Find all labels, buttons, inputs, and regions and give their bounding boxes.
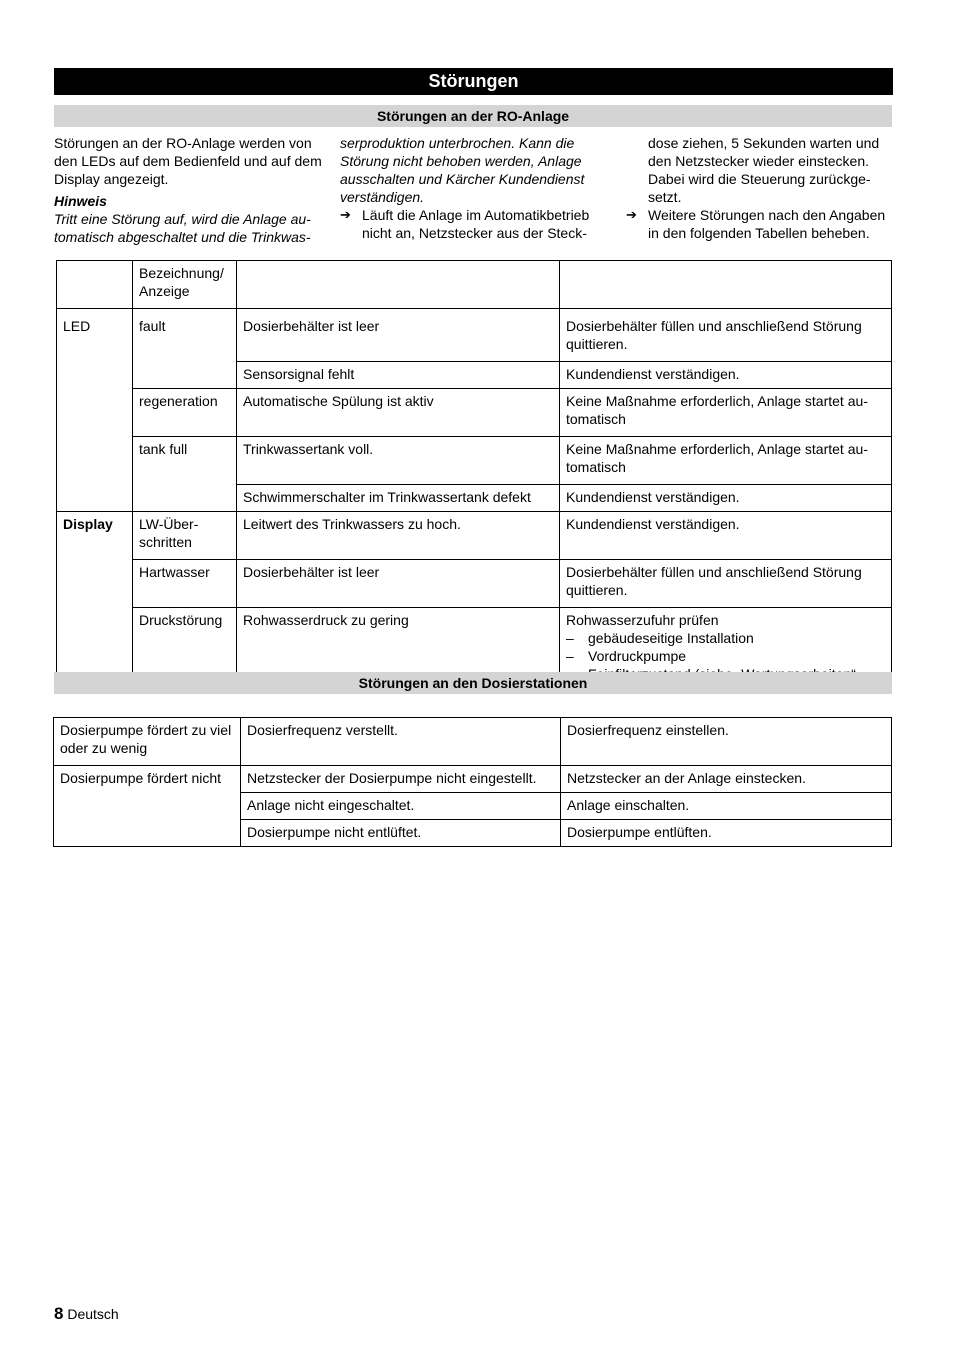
hinweis-text-part2: serproduktion unterbrochen. Kann die Störung nicht behoben werden, Anlage ausschalten und Kärcher Kundendienst verständigen. (340, 135, 585, 205)
remedy-cell: Dosierbehälter füllen und anschließend Störung quittieren. (560, 560, 892, 608)
table-header-row (57, 261, 892, 309)
language-label: Deutsch (67, 1306, 119, 1322)
list-item: – Vordruckpumpe (566, 647, 885, 665)
page-number: 8 (54, 1304, 64, 1323)
table-row (57, 389, 892, 437)
remedy-cell: Kundendienst verständigen. (560, 485, 892, 512)
instruction-bullet-1 (340, 206, 602, 242)
header-cell-remedy (560, 261, 892, 309)
hinweis-text-part1: Tritt eine Störung auf, wird die Anlage au- tomatisch abgeschaltet und die Trinkwas- (54, 211, 311, 245)
instruction-bullet-2 (626, 206, 892, 242)
header-cell-name: Bezeichnung/ Anzeige (133, 261, 237, 309)
table-row (54, 766, 892, 793)
intro-text: Störungen an der RO-Anlage werden von den LEDs auf dem Bedienfeld und auf dem Display angezeigt. (54, 135, 322, 187)
page-footer (54, 1305, 119, 1323)
cause-cell: Netzstecker der Dosierpumpe nicht eingestellt. (241, 766, 561, 793)
table-row (57, 309, 892, 362)
section-heading-ro-anlage: Störungen an der RO-Anlage (54, 105, 892, 127)
remedy-cell: Dosierbehälter füllen und anschließend Störung quittieren. (560, 309, 892, 362)
arrow-right-icon: ➔ (626, 207, 637, 222)
cause-cell: Dosierpumpe nicht entlüftet. (241, 820, 561, 847)
dosing-fault-table (53, 717, 892, 847)
intro-column-3 (626, 134, 892, 242)
cause-cell: Dosierbehälter ist leer (237, 560, 560, 608)
remedy-cell: Dosierpumpe entlüften. (561, 820, 892, 847)
cause-cell: Dosierfrequenz verstellt. (241, 718, 561, 766)
header-cell-group (57, 261, 133, 309)
group-cell-display: Display (57, 512, 133, 692)
remedy-cell: Keine Maßnahme erforderlich, Anlage startet au- tomatisch (560, 437, 892, 485)
arrow-right-icon: ➔ (340, 207, 351, 222)
table-row (57, 512, 892, 560)
table-row (57, 437, 892, 485)
page-title: Störungen (54, 68, 893, 95)
remedy-cell: Keine Maßnahme erforderlich, Anlage startet au- tomatisch (560, 389, 892, 437)
cause-cell: Rohwasserdruck zu gering (237, 608, 560, 692)
ro-fault-table (56, 260, 892, 692)
name-cell: LW-Über- schritten (133, 512, 237, 560)
cause-cell: Dosierbehälter ist leer (237, 309, 560, 362)
intro-column-2 (340, 134, 602, 242)
name-cell: Druckstörung (133, 608, 237, 692)
problem-cell: Dosierpumpe fördert nicht (54, 766, 241, 847)
name-cell: fault (133, 309, 237, 389)
group-cell-led: LED (57, 309, 133, 512)
table-row (57, 560, 892, 608)
instruction-bullet-1-continued: dose ziehen, 5 Sekunden warten und den Netzstecker wieder einstecken. Dabei wird die Steuerung zurückge- setzt. (648, 135, 880, 205)
cause-cell: Schwimmerschalter im Trinkwassertank defekt (237, 485, 560, 512)
instruction-bullet-1-text: Läuft die Anlage im Automatikbetrieb nicht an, Netzstecker aus der Steck- (362, 207, 590, 241)
header-cell-cause (237, 261, 560, 309)
name-cell: Hartwasser (133, 560, 237, 608)
section-heading-dosierstationen: Störungen an den Dosierstationen (54, 672, 892, 694)
name-cell: tank full (133, 437, 237, 512)
problem-cell: Dosierpumpe fördert zu viel oder zu wenig (54, 718, 241, 766)
remedy-text: Rohwasserzufuhr prüfen (566, 612, 719, 628)
remedy-cell: Netzstecker an der Anlage einstecken. (561, 766, 892, 793)
name-cell: regeneration (133, 389, 237, 437)
intro-column-1 (54, 134, 322, 246)
cause-cell: Leitwert des Trinkwassers zu hoch. (237, 512, 560, 560)
cause-cell: Automatische Spülung ist aktiv (237, 389, 560, 437)
cause-cell: Sensorsignal fehlt (237, 362, 560, 389)
remedy-cell: Dosierfrequenz einstellen. (561, 718, 892, 766)
instruction-bullet-2-text: Weitere Störungen nach den Angaben in den folgenden Tabellen beheben. (648, 207, 886, 241)
cause-cell: Trinkwassertank voll. (237, 437, 560, 485)
table-row (54, 718, 892, 766)
remedy-cell: Kundendienst verständigen. (560, 362, 892, 389)
remedy-cell: Anlage einschalten. (561, 793, 892, 820)
cause-cell: Anlage nicht eingeschaltet. (241, 793, 561, 820)
remedy-cell: Kundendienst verständigen. (560, 512, 892, 560)
list-item: – gebäudeseitige Installation (566, 629, 885, 647)
hinweis-label: Hinweis (54, 193, 107, 209)
